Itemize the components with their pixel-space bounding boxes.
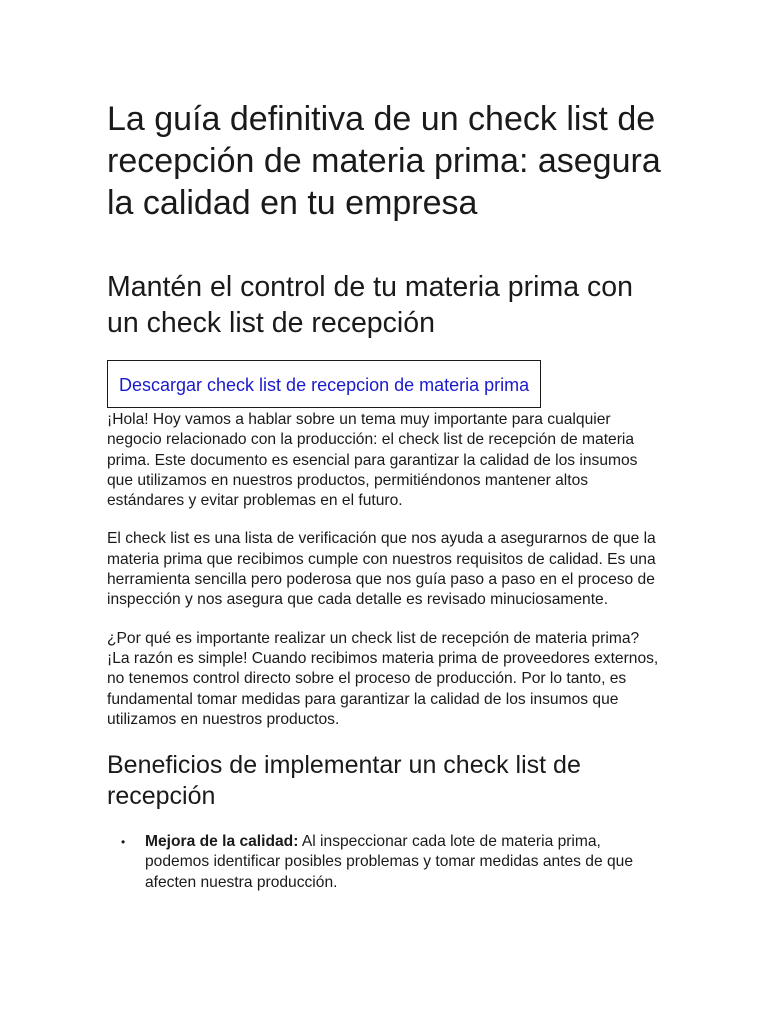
section-heading-control: Mantén el control de tu materia prima con un check list de recepción [107,271,633,339]
list-item [107,832,663,893]
paragraph-definition: El check list es una lista de verificación que nos ayuda a asegurarnos de que la materia prima que recibimos cumple con nuestros requisitos de calidad. Es una herramienta sencilla pero poderosa que nos guía paso a paso en el proceso de inspección y nos asegura que cada detalle es revisado minuciosamente. [107,530,656,609]
benefit-text: Al inspeccionar cada lote de materia prima, podemos identificar posibles problemas y tomar medidas antes de que afecten nuestra producción. [145,833,634,891]
download-box [107,360,541,408]
bullet-icon: • [121,835,126,850]
document-page [107,98,663,893]
benefits-list [107,832,663,893]
paragraph-importance: ¿Por qué es importante realizar un check list de recepción de materia prima? ¡La razón es simple! Cuando recibimos materia prima de proveedores externos, no tenemos control directo sobre el proceso de producción. Por lo tanto, es fundamental tomar medidas para garantizar la calidad de los insumos que utilizamos en nuestros productos. [107,629,659,728]
download-checklist-link[interactable]: Descargar check list de recepcion de materia prima [119,375,530,395]
paragraph-intro: ¡Hola! Hoy vamos a hablar sobre un tema muy importante para cualquier negocio relacionado con la producción: el check list de recepción de materia prima. Este documento es esencial para garantizar la calidad de los insumos que utilizamos en nuestros productos, permitiéndonos mantener altos estándares y evitar problemas en el futuro. [107,411,638,510]
page-title: La guía definitiva de un check list de recepción de materia prima: asegura la calidad en tu empresa [107,100,661,222]
benefit-lead: Mejora de la calidad: [145,833,299,851]
benefits-heading: Beneficios de implementar un check list de recepción [107,751,581,811]
